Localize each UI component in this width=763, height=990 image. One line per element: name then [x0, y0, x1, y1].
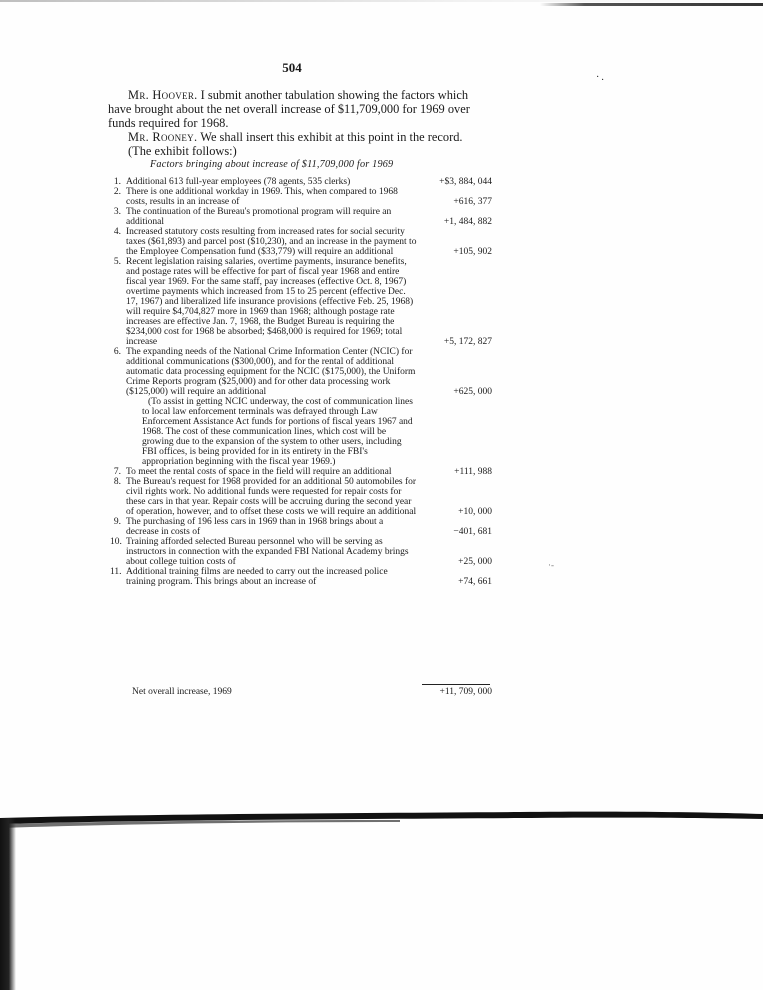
- factor-row: [112, 227, 492, 257]
- factor-number: 10.: [110, 537, 122, 547]
- scan-margin-speck: ·-: [548, 560, 554, 570]
- factor-number: 3.: [113, 207, 121, 217]
- factor-text: Additional training films are needed to carry out the increased police training program. This brings about an increase of: [126, 567, 388, 587]
- factor-amount: +$3, 884, 044: [439, 177, 492, 187]
- factors-table: [112, 177, 492, 587]
- total-label: Net overall increase, 1969: [132, 687, 232, 697]
- factor-text: Recent legislation raising salaries, overtime payments, insurance benefits, and postage rates will be effective for part of fiscal year 1968 and entire fiscal year 1969. For the same staff, pay increases (effective Oct. 8, 1967) overtime payments which increased from 15 to 25 percent (effective Dec. 17, 1967) and liberalized life insurance provisions (effective Feb. 25, 1968) will require $4,704,827 more in 1969 than 1968; although postage rate increases are effective Jan. 7, 1968, the Budget Bureau is requiring the $234,000 cost for 1968 be absorbed; $468,000 is required for 1969; total increase: [126, 257, 414, 347]
- factor-number: 7.: [113, 467, 121, 477]
- factor-text: Additional 613 full-year employees (78 agents, 535 clerks): [126, 177, 351, 187]
- factor-row: [112, 517, 492, 537]
- factor-text: To meet the rental costs of space in the field will require an additional: [126, 467, 392, 477]
- scan-edge-left: [0, 818, 16, 990]
- factor-number: 2.: [113, 187, 121, 197]
- factor-row: [112, 567, 492, 587]
- factor-number: 11.: [110, 567, 122, 577]
- factor-note: (To assist in getting NCIC underway, the cost of communication lines to local law enforcement terminals was defrayed through Law Enforcement Assistance Act funds for portions of fiscal years 1967 and 1968. The cost of these communication lines, which cost will be growing due to the expansion of the system to other users, including FBI offices, is being provided for in its entirety in the FBI's appropriation beginning with the fiscal year 1969.): [142, 397, 413, 467]
- factor-number: 8.: [113, 477, 121, 487]
- factor-text: Increased statutory costs resulting from increased rates for social security taxes ($61,893) and parcel post ($10,230), and an increase in the payment to the Employee Compensation fund ($33,779) will require an additional: [126, 227, 417, 257]
- scan-shadow-band: [0, 800, 763, 840]
- factor-row: [112, 477, 492, 517]
- factor-row: [112, 257, 492, 347]
- speaker-hoover: Mr. Hoover.: [128, 88, 198, 102]
- factor-number: 6.: [113, 347, 121, 357]
- factor-text: The expanding needs of the National Crime Information Center (NCIC) for additional communications ($300,000), and for the rental of additional automatic data processing equipment for the NCIC ($175,000), the Uniform Crime Reports program ($25,000) and for other data processing work ($125,000) will require an additional: [126, 347, 416, 397]
- factor-amount: −401, 681: [453, 527, 492, 537]
- factor-number: 9.: [113, 517, 121, 527]
- factor-row: [112, 347, 492, 397]
- factor-text: The purchasing of 196 less cars in 1969 than in 1968 brings about a decrease in costs of: [126, 517, 384, 537]
- factor-amount: +5, 172, 827: [443, 337, 492, 347]
- factor-row: [112, 207, 492, 227]
- scan-edge-top-right: [540, 3, 763, 6]
- scan-edge-top: [0, 0, 763, 2]
- factor-row: [112, 177, 492, 187]
- factor-amount: +74, 661: [458, 577, 492, 587]
- factor-amount: +111, 988: [454, 467, 492, 477]
- factor-row: [112, 537, 492, 567]
- page-number: 504: [282, 60, 302, 75]
- factor-text: The Bureau's request for 1968 provided for an additional 50 automobiles for civil rights work. No additional funds were requested for repair costs for these cars in that year. Repair costs will be accruing during the second year of operation, however, and to offset these costs we will require an additional: [126, 477, 417, 517]
- total-amount: +11, 709, 000: [439, 687, 492, 697]
- scan-specks: ·.: [596, 72, 606, 83]
- intro-paragraph-rooney: [108, 130, 494, 144]
- factor-text: Training afforded selected Bureau personnel who will be serving as instructors in connection with the expanded FBI National Academy brings about college tuition costs of: [126, 537, 409, 567]
- intro-text: [108, 88, 494, 158]
- factor-amount: +105, 902: [453, 247, 492, 257]
- factor-amount: +10, 000: [458, 507, 492, 517]
- factor-number: 5.: [113, 257, 121, 267]
- factor-number: 1.: [113, 177, 121, 187]
- factor-number: 4.: [113, 227, 121, 237]
- speaker-rooney: Mr. Rooney.: [128, 130, 198, 144]
- factor-amount: +616, 377: [453, 197, 492, 207]
- intro-hoover-text: I submit another tabulation showing the factors which have brought about the net overall increase of $11,709,000 for 1969 over funds required for 1968.: [108, 88, 470, 130]
- factor-amount: +1, 484, 882: [443, 217, 492, 227]
- factor-amount: +25, 000: [458, 557, 492, 567]
- total-rule: [422, 684, 490, 685]
- factor-row: [112, 187, 492, 207]
- factor-text: There is one additional workday in 1969. This, when compared to 1968 costs, results in an increase of: [126, 187, 398, 207]
- total-row: [112, 687, 492, 697]
- table-title: Factors bringing about increase of $11,709,000 for 1969: [150, 159, 394, 170]
- exhibit-note: (The exhibit follows:): [128, 144, 237, 158]
- factor-text: The continuation of the Bureau's promotional program will require an additional: [126, 207, 392, 227]
- intro-rooney-text: We shall insert this exhibit at this point in the record.: [197, 130, 463, 144]
- intro-paragraph-hoover: [108, 88, 494, 130]
- factor-row: [112, 467, 492, 477]
- factor-amount: +625, 000: [453, 387, 492, 397]
